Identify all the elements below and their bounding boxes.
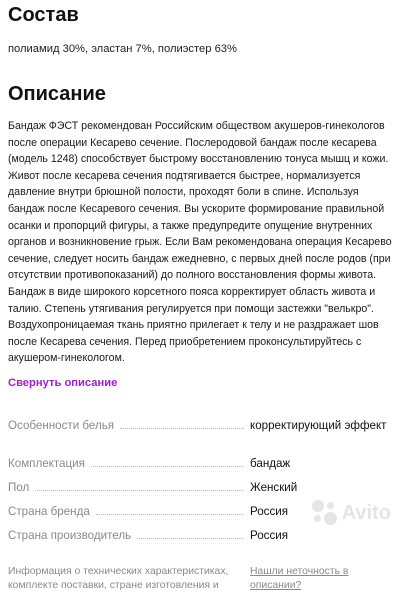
logo-dot: [312, 500, 324, 512]
spec-row: [8, 527, 396, 551]
description-heading: Описание: [8, 83, 106, 105]
watermark-text: Avito: [341, 501, 391, 524]
spec-label: Комплектация: [8, 456, 85, 470]
avito-watermark: [312, 500, 391, 526]
spec-row: [8, 455, 396, 479]
spec-label: Страна производитель: [8, 528, 132, 542]
dotted-leader: [35, 489, 244, 491]
dotted-leader: [120, 427, 244, 429]
report-inaccuracy-link[interactable]: Нашли неточность в описании?: [250, 565, 349, 591]
spec-value: бандаж: [250, 456, 291, 470]
spec-row: [8, 417, 396, 455]
description-text: Бандаж ФЭСТ рекомендован Российским обществом акушеров-гинекологов после операции Кесарево сечение. Послеродовой бандаж после кесарева (модель 1248) способствует быстрому восстановлению тонуса мышц и кожи. Живот после кесарева сечения подтягивается быстрее, нормализуется давление внутри брюшной полости, проходят боли в спине. Используя бандаж после Кесаревого сечения. Вы ускорите формирование правильной осанки и пропорций фигуры, а также предупредите опущение внутренних органов и возникновение грыж. Если Вам рекомендована операция Кесарево сечение, следует носить бандаж ежедневно, с первых дней после родов (при отсутствии противопоказаний) до полного восстановления формы живота. Бандаж в виде широкого корсетного пояса корректирует область живота и талию. Степень утягивания регулируется при помощи застежки "велькро". Воздухопроницаемая ткань приятно прилегает к телу и не раздражает шов после Кесарева сечения. Перед приобретением проконсультируйтесь с акушером-гинекологом.: [8, 120, 392, 365]
collapse-description-link[interactable]: Свернуть описание: [8, 376, 118, 389]
composition-text: полиамид 30%, эластан 7%, полиэстер 63%: [8, 43, 237, 55]
composition-heading: Состав: [8, 4, 79, 26]
footnote-row: [8, 565, 396, 593]
spec-label: Страна бренда: [8, 504, 90, 518]
dotted-leader: [96, 513, 244, 515]
spec-label: Пол: [8, 480, 30, 494]
spec-label: Особенности белья: [8, 418, 115, 432]
logo-dot: [327, 502, 334, 509]
spec-value: Женский: [250, 480, 298, 494]
specs-disclaimer: Информация о технических характеристиках, комплекте поставки, стране изготовления и: [8, 565, 229, 591]
avito-logo-icon: [312, 500, 338, 526]
spec-value: Россия: [250, 504, 289, 518]
dotted-leader: [91, 465, 244, 467]
logo-dot: [314, 515, 321, 522]
spec-value: корректирующий эффект: [250, 418, 387, 432]
specs-list: [8, 417, 396, 551]
spec-value: Россия: [250, 528, 289, 542]
logo-dot: [324, 512, 337, 525]
dotted-leader: [137, 537, 244, 539]
